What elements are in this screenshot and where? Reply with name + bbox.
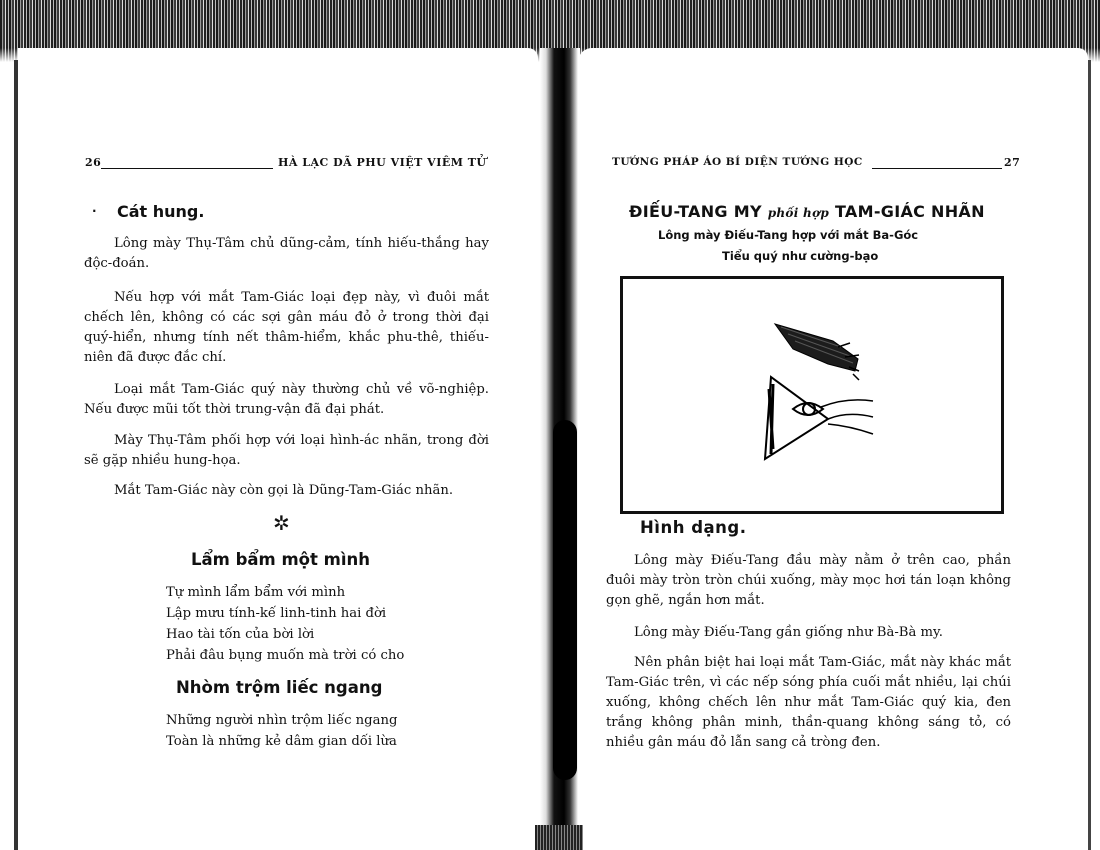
gutter-shadow bbox=[553, 420, 577, 780]
right-page-edge bbox=[1088, 60, 1091, 850]
right-paragraph-1: Lông mày Điếu-Tang đầu mày nằm ở trên cao, phần đuôi mày tròn tròn chúi xuống, mày mọc hơi tán loạn không gọn ghẽ, ngắn hơn mắt. bbox=[606, 553, 1011, 608]
poem1-title: Lẩm bẩm một mình bbox=[191, 550, 370, 569]
poem2-line-1: Những người nhìn trộm liếc ngang bbox=[166, 713, 398, 728]
right-page-number: 27 bbox=[1004, 156, 1021, 169]
ornament-star-icon: ✲ bbox=[273, 511, 290, 535]
left-page-number: 26 bbox=[85, 156, 102, 169]
left-running-header: HÀ LẠC DÃ PHU VIỆT VIÊM TỬ bbox=[278, 156, 487, 169]
bullet: · bbox=[92, 204, 97, 218]
chapter-title-part1: ĐIẾU-TANG MY bbox=[629, 202, 762, 221]
chapter-title-connector: phối hợp bbox=[767, 206, 830, 220]
paragraph-1: Lông mày Thụ-Tâm chủ dũng-cảm, tính hiếu-thắng hay độc-đoán. bbox=[84, 236, 489, 271]
right-running-header: TƯỚNG PHÁP ÁO BÍ DIỆN TƯỚNG HỌC bbox=[612, 156, 863, 168]
section-title-cat-hung: Cát hung. bbox=[117, 202, 205, 221]
poem2-title: Nhòm trộm liếc ngang bbox=[176, 678, 383, 697]
paragraph-2: Nếu hợp với mắt Tam-Giác loại đẹp này, vì đuôi mắt chếch lên, không có các sợi gân máu đỏ ở trong thời đại quý-hiển, nhưng tính nết thâm-hiểm, khắc phu-thê, thiếu-niên đã được đắc chí. bbox=[84, 290, 489, 365]
chapter-subtitle-2: Tiểu quý như cường-bạo bbox=[722, 249, 879, 263]
left-header-rule bbox=[101, 168, 273, 169]
poem1-line-2: Lập mưu tính-kế linh-tinh hai đời bbox=[166, 606, 387, 621]
right-paragraph-2: Lông mày Điếu-Tang gần giống như Bà-Bà my. bbox=[634, 625, 943, 640]
right-paragraph-3: Nên phân biệt hai loại mắt Tam-Giác, mắt này khác mắt Tam-Giác trên, vì các nếp sóng phía cuối mắt nhiều, lại chúi xuống, không chếch lên như mắt Tam-Giác quý kia, đen trắng không phân minh, thần-quang không sáng tỏ, có nhiều gân máu đỏ lẫn sang cả tròng đen. bbox=[606, 655, 1011, 750]
poem1-line-4: Phải đâu bụng muốn mà trời có cho bbox=[166, 648, 405, 663]
gutter-bottom-scan bbox=[535, 825, 583, 850]
triangle-eye-drawing bbox=[765, 377, 873, 459]
chapter-title bbox=[629, 202, 985, 221]
paragraph-4: Mày Thụ-Tâm phối hợp với loại hình-ác nhãn, trong đời sẽ gặp nhiều hung-họa. bbox=[84, 433, 489, 468]
paragraph-5: Mắt Tam-Giác này còn gọi là Dũng-Tam-Giác nhãn. bbox=[114, 483, 454, 498]
chapter-subtitle-1: Lông mày Điếu-Tang hợp với mắt Ba-Góc bbox=[658, 228, 919, 242]
left-page-edge bbox=[14, 60, 18, 850]
poem1-line-1: Tự mình lẩm bẩm với mình bbox=[166, 585, 346, 600]
eyebrow-eye-illustration bbox=[623, 279, 1001, 511]
eyebrow-drawing bbox=[775, 324, 859, 380]
paragraph-3: Loại mắt Tam-Giác quý này thường chủ về võ-nghiệp. Nếu được mũi tốt thời trung-vận đã đại phát. bbox=[84, 382, 489, 417]
section-title-hinh-dang: Hình dạng. bbox=[640, 518, 747, 537]
poem2-line-2: Toàn là những kẻ dâm gian dối lừa bbox=[166, 734, 397, 749]
poem1-line-3: Hao tài tốn của bời lời bbox=[166, 627, 315, 642]
right-header-rule bbox=[872, 168, 1002, 169]
chapter-title-part2: TAM-GIÁC NHÃN bbox=[834, 202, 985, 221]
illustration-frame bbox=[620, 276, 1004, 514]
